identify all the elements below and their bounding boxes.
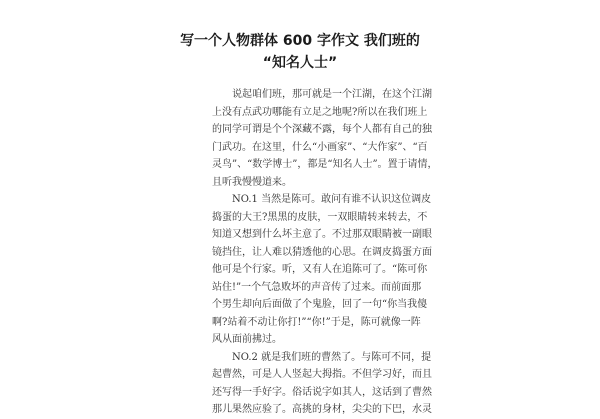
- text-line: 上没有点武功哪能有立足之地呢?所以在我们班上: [212, 106, 428, 118]
- text-line: 捣蛋的大王?黑黑的皮肤，一双眼睛转来转去，不: [212, 211, 428, 223]
- text-line: 且听我慢慢道来。: [212, 176, 292, 188]
- text-line: 灵鸟”、“数学博士”，都是“知名人士”。置于请情，: [212, 159, 438, 170]
- text-line: 站住!”一个气急败坏的声音传了过来。而前面那: [212, 281, 422, 293]
- paragraph-no2: [212, 349, 432, 419]
- text-line: 那儿果然应验了。高挑的身材，尖尖的下巴，水灵: [212, 404, 432, 415]
- text-line: 还写得一手好字。俗话说字如其人，这话到了曹然: [212, 386, 432, 398]
- text-line: 镜挡住，让人难以猜透他的心思。在调皮捣蛋方面: [212, 246, 432, 258]
- text-line: 起曹然，可是人人竖起大拇指。不但学习好，而且: [212, 369, 432, 380]
- title-line-1: 写一个人物群体 600 字作文 我们班的: [180, 33, 420, 49]
- text-line: 风从面前拂过。: [212, 334, 282, 345]
- text-line: 他可是个行家。听，又有人在追陈可了。“陈可你: [212, 264, 428, 275]
- article-body: [212, 86, 438, 419]
- text-line: 说起咱们班，那可就是一个江湖，在这个江湖: [232, 89, 432, 100]
- text-line: NO.2 就是我们班的曹然了。与陈可不同，提: [232, 351, 432, 363]
- paragraph-intro: [212, 86, 438, 191]
- text-line: 门武功。在这里，什么“小画家”、“大作家”、“百: [212, 141, 428, 153]
- paragraph-no1: [212, 191, 432, 349]
- title-line-2: “知名人士”: [262, 55, 338, 71]
- article-title: [0, 30, 600, 74]
- text-line: 个男生却向后面做了个鬼脸，回了一句“你当我傻: [212, 299, 428, 310]
- text-line: 的同学可谓是个个深藏不露，每个人都有自己的独: [212, 124, 432, 135]
- text-line: 啊?站着不动让你打!”“你!”于是，陈可就像一阵: [212, 316, 421, 328]
- text-line: NO.1 当然是陈可。敢问有谁不认识这位调皮: [232, 194, 432, 205]
- text-line: 知道又想到什么坏主意了。不过那双眼睛被一副眼: [212, 229, 432, 240]
